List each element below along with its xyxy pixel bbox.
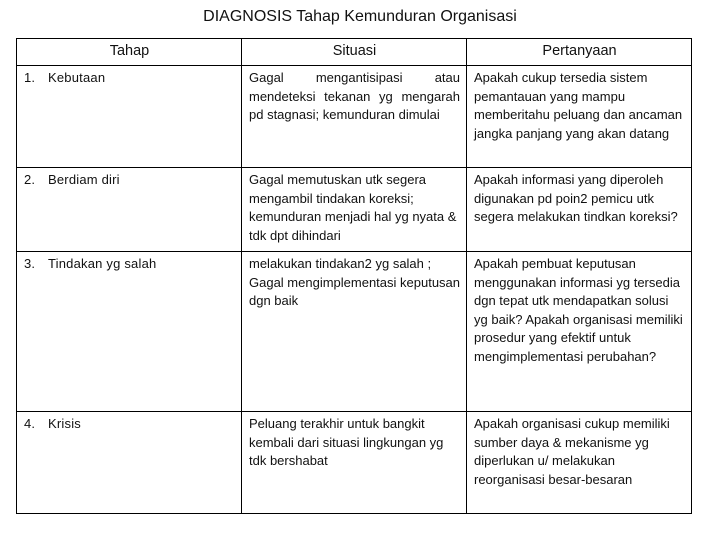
diagnosis-table xyxy=(16,38,692,514)
table-row xyxy=(17,252,692,412)
cell-situasi: Gagal memutuskan utk segera mengambil tindakan koreksi; kemunduran menjadi hal yg nyata & tdk dpt dihindari xyxy=(242,168,467,252)
cell-pertanyaan: Apakah pembuat keputusan menggunakan informasi yg tersedia dgn tepat utk mendapatkan solusi yg baik? Apakah organisasi memiliki prosedur yang efektif untuk mengimplementasi perubahan? xyxy=(467,252,692,412)
cell-tahap xyxy=(17,412,242,514)
header-pertanyaan: Pertanyaan xyxy=(467,39,692,66)
table-row xyxy=(17,412,692,514)
cell-situasi: melakukan tindakan2 yg salah ; Gagal mengimplementasi keputusan dgn baik xyxy=(242,252,467,412)
tahap-label: Berdiam diri xyxy=(48,172,120,187)
header-tahap: Tahap xyxy=(17,39,242,66)
row-number: 1. xyxy=(24,70,36,85)
tahap-label: Kebutaan xyxy=(48,70,106,85)
header-situasi: Situasi xyxy=(242,39,467,66)
cell-tahap xyxy=(17,66,242,168)
row-number: 2. xyxy=(24,172,36,187)
row-number: 3. xyxy=(24,256,36,271)
cell-tahap xyxy=(17,252,242,412)
cell-situasi: Gagal mengantisipasi atau mendeteksi tekanan yg mengarah pd stagnasi; kemunduran dimulai xyxy=(242,66,467,168)
tahap-label: Tindakan yg salah xyxy=(48,256,157,271)
cell-pertanyaan: Apakah organisasi cukup memiliki sumber daya & mekanisme yg diperlukan u/ melakukan reorganisasi besar-besaran xyxy=(467,412,692,514)
cell-pertanyaan: Apakah informasi yang diperoleh digunakan pd poin2 pemicu utk segera melakukan tindkan koreksi? xyxy=(467,168,692,252)
cell-situasi: Peluang terakhir untuk bangkit kembali dari situasi lingkungan yg tdk bershabat xyxy=(242,412,467,514)
table-header-row xyxy=(17,39,692,66)
cell-tahap xyxy=(17,168,242,252)
cell-pertanyaan: Apakah cukup tersedia sistem pemantauan yang mampu memberitahu peluang dan ancaman jangka panjang yang akan datang xyxy=(467,66,692,168)
row-number: 4. xyxy=(24,416,36,431)
table-row xyxy=(17,168,692,252)
page-title: DIAGNOSIS Tahap Kemunduran Organisasi xyxy=(203,8,517,25)
tahap-label: Krisis xyxy=(48,416,81,431)
table-row xyxy=(17,66,692,168)
